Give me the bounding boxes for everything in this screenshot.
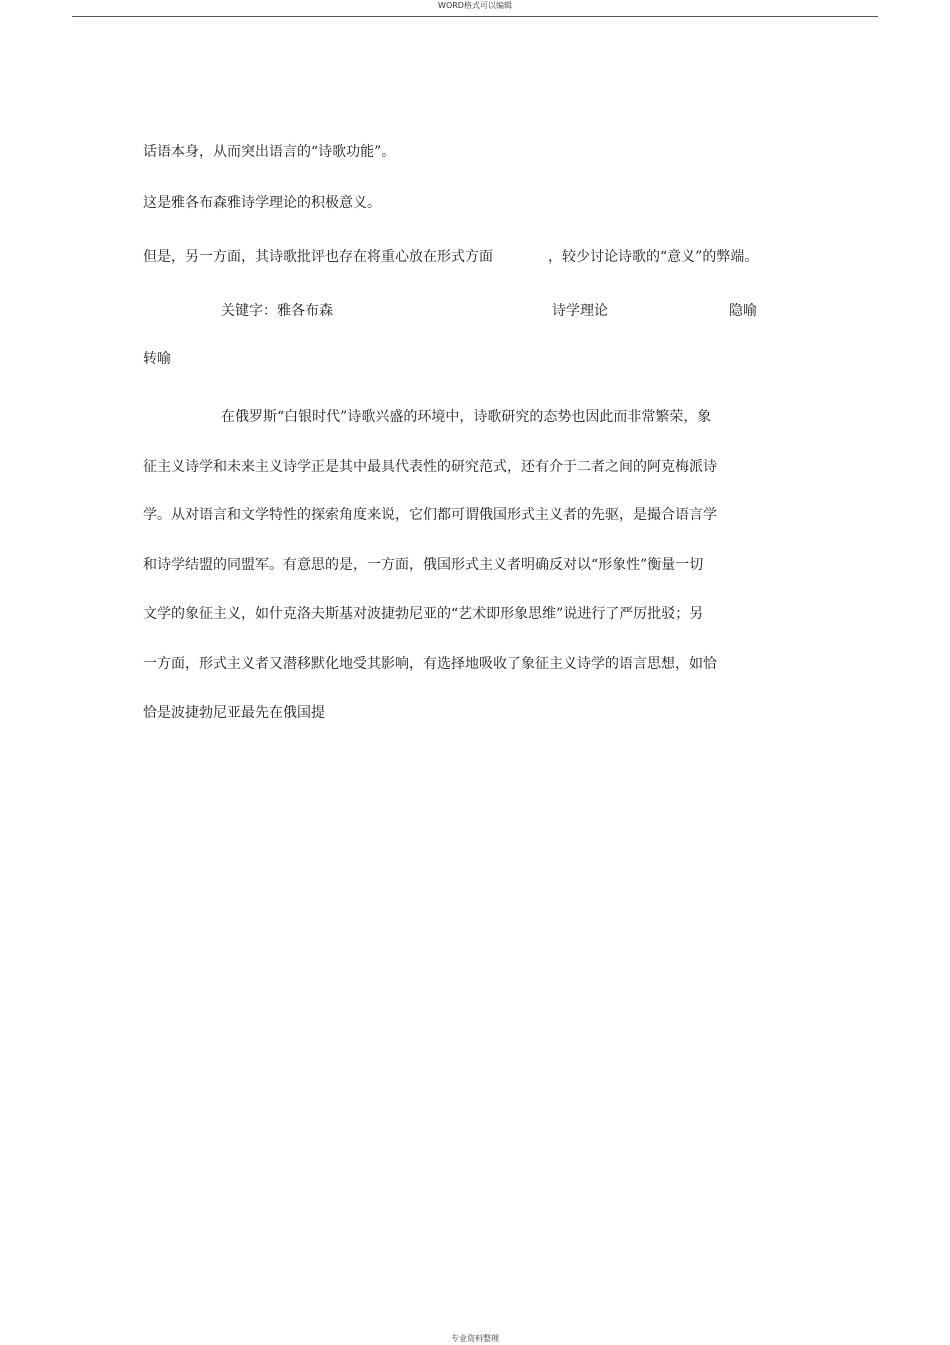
header-text: WORD格式可以编辑 [438,1,512,10]
keywords-label: 关键字：雅各布森 [221,303,333,319]
keyword-item: 诗学理论 [552,303,608,319]
keyword-item: 转喻 [143,351,171,367]
abstract-line-2: 这是雅各布森雅诗学理论的积极意义。 [143,195,381,211]
abstract-line-3b: ，较少讨论诗歌的“意义”的弊端。 [548,249,759,265]
body-paragraph-line: 和诗学结盟的同盟军。有意思的是，一方面，俄国形式主义者明确反对以“形象性”衡量一切 [143,557,704,573]
abstract-line-3a: 但是，另一方面，其诗歌批评也存在将重心放在形式方面 [143,249,493,265]
page-header [72,0,878,17]
body-paragraph-line: 在俄罗斯“白银时代”诗歌兴盛的环境中，诗歌研究的态势也因此而非常繁荣，象 [221,409,712,425]
body-paragraph-line: 一方面，形式主义者又潜移默化地受其影响，有选择地吸收了象征主义诗学的语言思想，如恰 [143,656,717,672]
keyword-item: 隐喻 [729,303,757,319]
footer-text: 专业资料整理 [451,1334,499,1343]
body-paragraph-line: 征主义诗学和未来主义诗学正是其中最具代表性的研究范式，还有介于二者之间的阿克梅派诗 [143,459,717,475]
body-paragraph-line: 文学的象征主义，如什克洛夫斯基对波捷勃尼亚的“艺术即形象思维”说进行了严厉批驳；另 [143,606,704,622]
body-paragraph-line: 恰是波捷勃尼亚最先在俄国提 [143,705,325,721]
body-paragraph-line: 学。从对语言和文学特性的探索角度来说，它们都可谓俄国形式主义者的先驱，是撮合语言学 [143,507,717,523]
abstract-line-1: 话语本身，从而突出语言的“诗歌功能”。 [143,144,396,160]
